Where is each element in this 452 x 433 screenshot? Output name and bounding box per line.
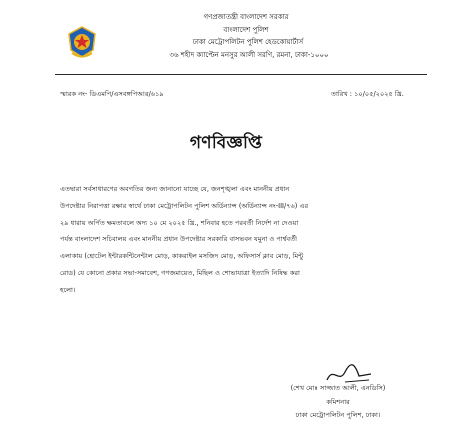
header-divider <box>55 74 427 75</box>
body-line: হলো। <box>60 285 76 294</box>
body-line: পর্যন্ত বাংলাদেশ সচিবালয় এবং মাননীয় প্রধান উপদেষ্টার সরকারি বাসভবন যমুনা ও পার্শ্ববর্তী <box>60 235 298 244</box>
body-line: এলাকায় (হোটেল ইন্টারকন্টিনেন্টাল মোড়, কাকরাইল মসজিদ মোড়, অফিসার্স ক্লাব মোড়, মিন্টু <box>60 252 304 261</box>
reference-number: স্মারক নং- ডিএমপি/এসবঙ্গপিআর/৬১৯ <box>60 90 164 98</box>
body-line: এতদ্বারা সর্বসাধারণের অবগতির জন্য জানানো যাচ্ছে যে, জনশৃঙ্খলা এবং মাননীয় প্রধান <box>60 185 290 193</box>
body-line: রোড) যে কোনো প্রকার সভা-সমাবেশ, গণজমায়েত, মিছিল ও শোভাযাত্রা ইত্যাদি নিষিদ্ধ করা <box>60 268 300 277</box>
office-name: ঢাকা মেট্রোপলিটন পুলিশ হেডকোয়ার্টার্স <box>192 38 304 46</box>
signatory-office: ঢাকা মেট্রোপলিটন পুলিশ, ঢাকা। <box>295 411 381 419</box>
office-address: ৩৬ শহীদ ক্যাপ্টেন মনসুর আলী সরণি, রমনা, ঢাকা-১০০০ <box>169 50 329 59</box>
notice-body <box>60 181 428 299</box>
body-line: উপদেষ্টার নিরাপত্তা রক্ষার স্বার্থে ঢাকা মেট্রোপলিটন পুলিশ অর্ডিন্যান্স (অর্ডিন্যান্স নং-III/৭৬) এর <box>60 201 309 210</box>
body-line: ২৯ ধারায় অর্পিত ক্ষমতাবলে অদ্য ১০ মে ২০২৫ খ্রি., শনিবার হতে পরবর্তী নির্দেশ না দেওয়া <box>60 218 299 227</box>
department-name: বাংলাদেশ পুলিশ <box>223 25 269 34</box>
signatory-designation: কমিশনার <box>326 397 350 406</box>
issue-date: তারিখ : ১০/০৫/২০২৫ খ্রি. <box>331 90 404 98</box>
govt-name: গণপ্রজাতন্ত্রী বাংলাদেশ সরকার <box>203 13 289 21</box>
signatory-name: (শেখ মোঃ সাজ্জাত আলী, এনডিসি) <box>290 384 386 392</box>
letterhead <box>0 11 452 61</box>
notice-title: গণবিজ্ঞপ্তি <box>189 133 263 153</box>
signature-block <box>258 382 418 423</box>
